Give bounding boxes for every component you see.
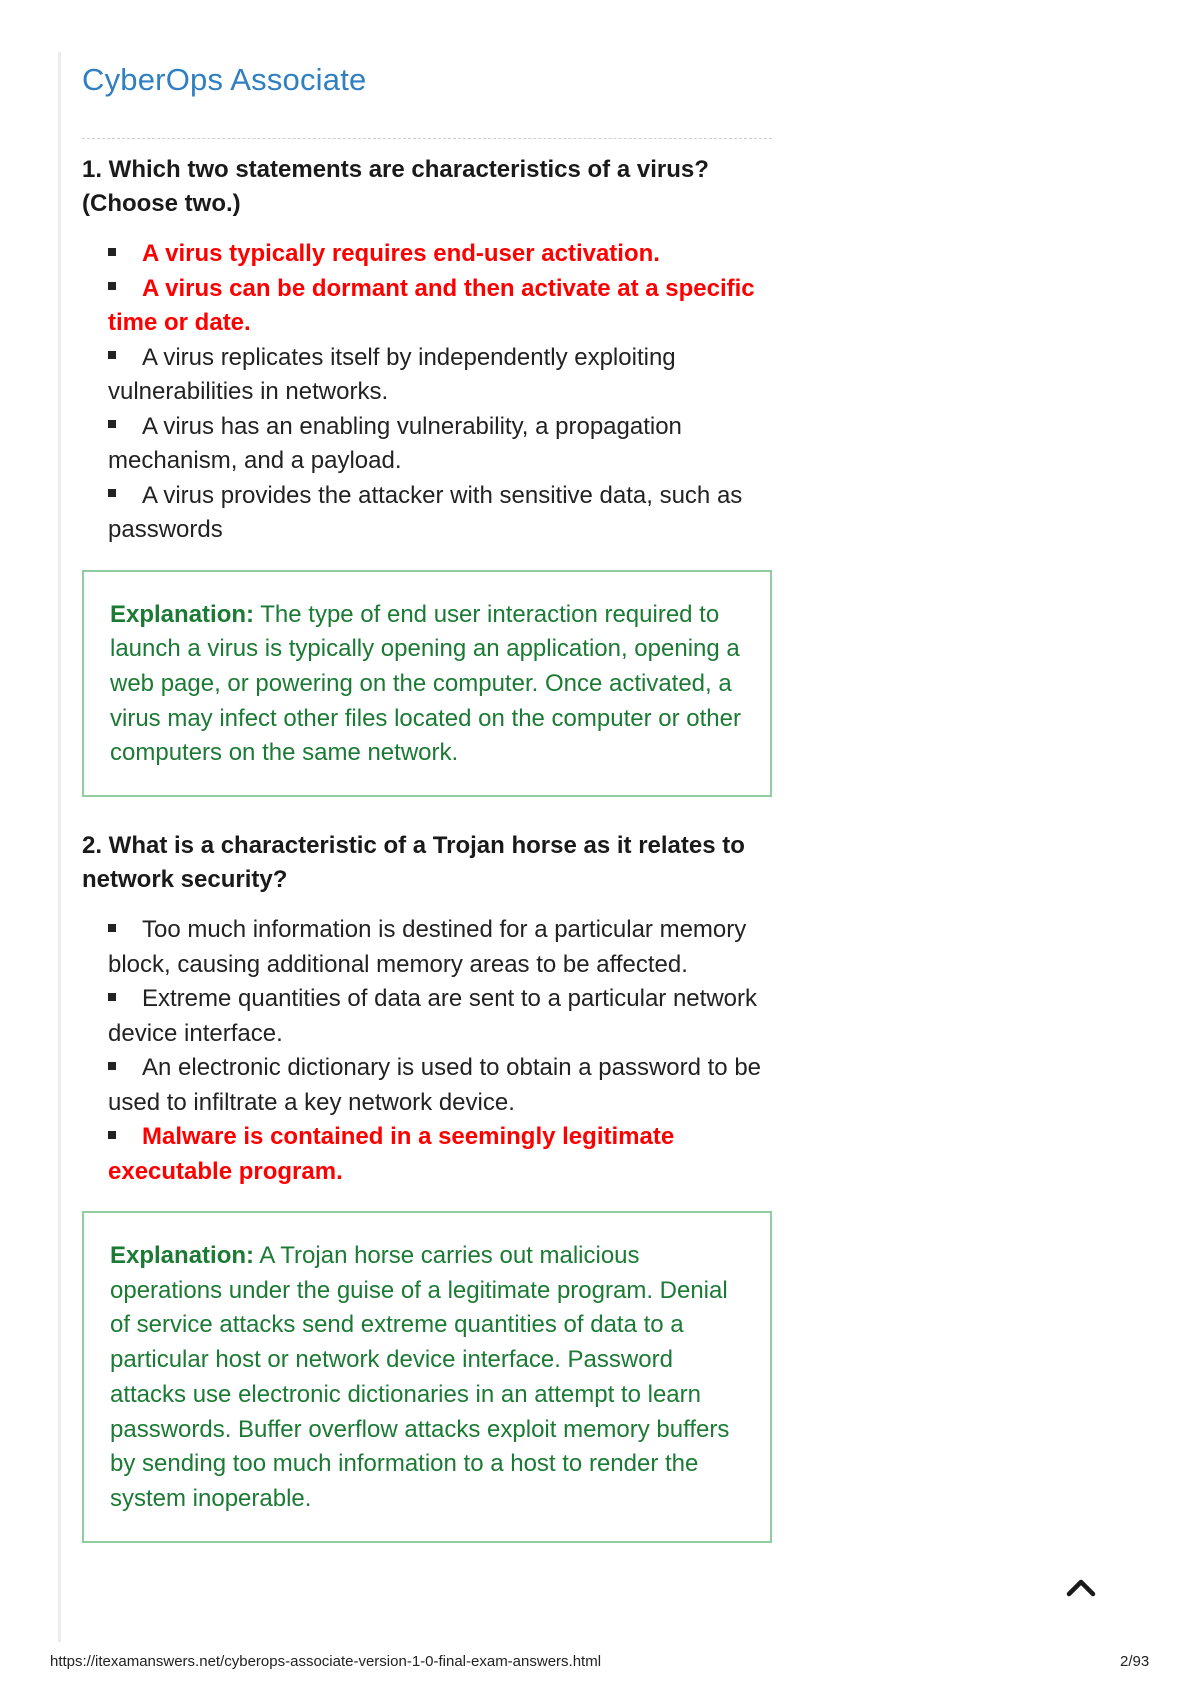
answer-text: Extreme quantities of data are sent to a particular network device interface. [108,985,757,1047]
square-bullet-icon [108,489,116,497]
page-number: 2/93 [1120,1653,1150,1670]
answer-item [108,272,772,341]
answer-item [108,1051,772,1120]
divider [82,138,772,139]
answer-list [82,913,772,1189]
footer-url[interactable]: https://itexamanswers.net/cyberops-associate-version-1-0-final-exam-answers.html [50,1653,602,1670]
answer-text: A virus can be dormant and then activate at a specific time or date. [108,274,755,336]
answer-text: Too much information is destined for a particular memory block, causing additional memory areas to be affected. [108,916,747,978]
question-text: 1. Which two statements are characteristics of a virus? (Choose two.) [82,156,709,217]
answer-item [108,237,772,272]
scroll-to-top-button[interactable] [1064,1574,1098,1600]
question-block [82,153,772,797]
square-bullet-icon [108,282,116,290]
answer-item [108,479,772,548]
answer-text: A virus replicates itself by independently exploiting vulnerabilities in networks. [108,343,676,405]
answer-item [108,913,772,982]
question-block [82,829,772,1543]
page-content [82,56,772,1543]
answer-text: Malware is contained in a seemingly legitimate executable program. [108,1123,675,1185]
square-bullet-icon [108,420,116,428]
page-title: CyberOps Associate [82,62,367,97]
answer-text: A virus typically requires end-user activation. [142,240,660,267]
square-bullet-icon [108,1131,116,1139]
left-rule [58,52,61,1642]
square-bullet-icon [108,924,116,932]
explanation-text: A Trojan horse carries out malicious operations under the guise of a legitimate program. Denial of service attacks send extreme quantities of data to a particular host or network device interface. Password attacks use electronic dictionaries in an attempt to learn passwords. Buffer overflow attacks exploit memory buffers by sending too much information to a host to render the system inoperable. [110,1242,730,1512]
explanation-box [82,1211,772,1543]
answer-text: A virus has an enabling vulnerability, a propagation mechanism, and a payload. [108,412,682,474]
answer-text: A virus provides the attacker with sensitive data, such as passwords [108,481,743,543]
explanation-text: The type of end user interaction required to launch a virus is typically opening an application, opening a web page, or powering on the computer. Once activated, a virus may infect other files located on the computer or other computers on the same network. [110,600,741,767]
square-bullet-icon [108,1062,116,1070]
chevron-up-icon [1064,1574,1098,1600]
square-bullet-icon [108,993,116,1001]
explanation-label: Explanation: [110,1242,255,1270]
explanation-box [82,570,772,798]
square-bullet-icon [108,248,116,256]
answer-item [108,410,772,479]
answer-item [108,982,772,1051]
question-text: 2. What is a characteristic of a Trojan horse as it relates to network security? [82,832,745,894]
square-bullet-icon [108,351,116,359]
answer-text: An electronic dictionary is used to obtain a password to be used to infiltrate a key network device. [108,1054,762,1116]
answer-item [108,341,772,410]
answer-item [108,1120,772,1189]
answer-list [82,237,772,548]
explanation-label: Explanation: [110,600,255,628]
